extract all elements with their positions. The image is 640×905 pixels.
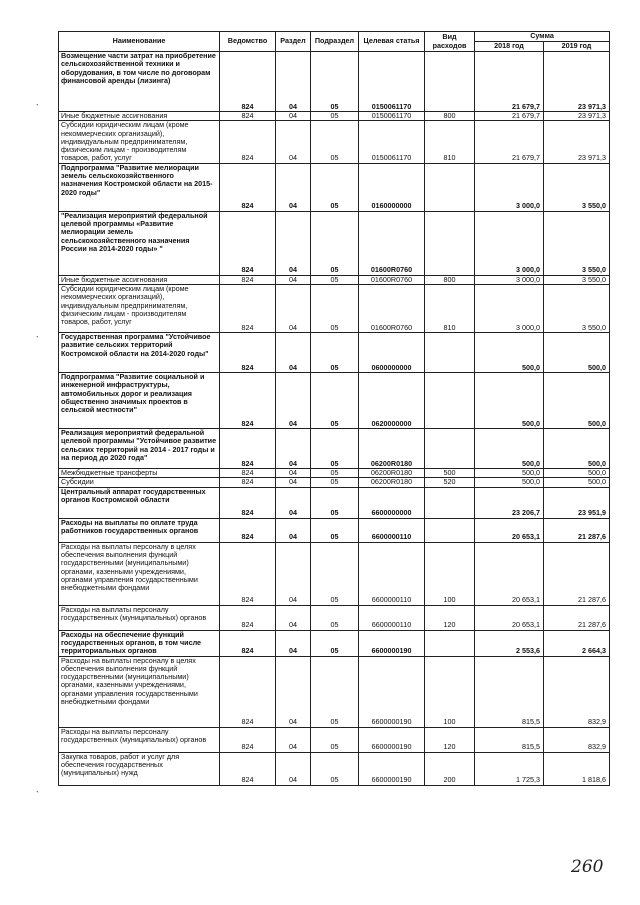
margin-tick: ` (36, 790, 39, 800)
header-target: Целевая статья (359, 32, 425, 52)
cell-dept: 824 (220, 605, 276, 630)
cell-name: "Реализация мероприятий федеральной целевой программы «Развитие мелиорации земель сельскохозяйственного назначения России на 2014-2020 годы» " (59, 211, 220, 275)
cell-dept: 824 (220, 333, 276, 373)
cell-sum-2019: 500,0 (544, 373, 610, 429)
cell-sum-2018: 20 653,1 (475, 518, 544, 542)
cell-exp-type (425, 52, 475, 112)
cell-subsection: 05 (311, 630, 359, 656)
cell-subsection: 05 (311, 163, 359, 211)
cell-subsection: 05 (311, 518, 359, 542)
cell-subsection: 05 (311, 285, 359, 333)
cell-dept: 824 (220, 487, 276, 518)
table-row (59, 752, 610, 785)
cell-exp-type (425, 487, 475, 518)
cell-exp-type: 520 (425, 478, 475, 487)
cell-dept: 824 (220, 630, 276, 656)
cell-target: 0160000000 (359, 163, 425, 211)
cell-subsection: 05 (311, 333, 359, 373)
cell-exp-type: 810 (425, 285, 475, 333)
cell-target: 0150061170 (359, 112, 425, 121)
cell-section: 04 (276, 478, 311, 487)
cell-section: 04 (276, 542, 311, 605)
cell-section: 04 (276, 469, 311, 478)
cell-sum-2019: 500,0 (544, 429, 610, 469)
cell-name: Расходы на выплаты персоналу в целях обеспечения выполнения функций государственными (муниципальными) органами, казенными учреждениями, органами управления государственными внебюджетными фондами (59, 656, 220, 727)
cell-section: 04 (276, 487, 311, 518)
table-row (59, 605, 610, 630)
cell-dept: 824 (220, 373, 276, 429)
cell-sum-2018: 21 679,7 (475, 121, 544, 163)
cell-sum-2018: 500,0 (475, 373, 544, 429)
cell-section: 04 (276, 518, 311, 542)
cell-name: Центральный аппарат государственных органов Костромской области (59, 487, 220, 518)
cell-sum-2019: 832,9 (544, 656, 610, 727)
cell-exp-type (425, 211, 475, 275)
table-row (59, 163, 610, 211)
cell-subsection: 05 (311, 656, 359, 727)
cell-section: 04 (276, 163, 311, 211)
cell-name: Расходы на выплаты по оплате труда работников государственных органов (59, 518, 220, 542)
cell-target: 6600000110 (359, 605, 425, 630)
cell-exp-type: 120 (425, 727, 475, 752)
cell-subsection: 05 (311, 373, 359, 429)
cell-dept: 824 (220, 518, 276, 542)
cell-subsection: 05 (311, 121, 359, 163)
cell-subsection: 05 (311, 727, 359, 752)
table-header (59, 32, 610, 52)
cell-target: 6600000190 (359, 630, 425, 656)
cell-subsection: 05 (311, 752, 359, 785)
header-dept: Ведомство (220, 32, 276, 52)
cell-dept: 824 (220, 752, 276, 785)
table-row (59, 542, 610, 605)
cell-exp-type: 810 (425, 121, 475, 163)
cell-dept: 824 (220, 211, 276, 275)
header-name: Наименование (59, 32, 220, 52)
cell-exp-type: 100 (425, 656, 475, 727)
cell-subsection: 05 (311, 112, 359, 121)
cell-sum-2019: 23 971,3 (544, 112, 610, 121)
cell-target: 0150061170 (359, 121, 425, 163)
cell-target: 6600000110 (359, 518, 425, 542)
cell-section: 04 (276, 630, 311, 656)
cell-target: 6600000110 (359, 542, 425, 605)
cell-sum-2019: 21 287,6 (544, 518, 610, 542)
cell-exp-type (425, 630, 475, 656)
table-row (59, 112, 610, 121)
cell-name: Иные бюджетные ассигнования (59, 275, 220, 284)
table-row (59, 333, 610, 373)
table-row (59, 518, 610, 542)
cell-name: Расходы на обеспечение функций государственных органов, в том числе территориальных органов (59, 630, 220, 656)
cell-name: Закупка товаров, работ и услуг для обеспечения государственных (муниципальных) нужд (59, 752, 220, 785)
cell-exp-type: 120 (425, 605, 475, 630)
cell-exp-type (425, 373, 475, 429)
cell-section: 04 (276, 333, 311, 373)
cell-sum-2018: 3 000,0 (475, 285, 544, 333)
cell-sum-2019: 23 971,3 (544, 52, 610, 112)
table-row (59, 373, 610, 429)
cell-sum-2018: 500,0 (475, 469, 544, 478)
cell-dept: 824 (220, 121, 276, 163)
cell-exp-type: 800 (425, 112, 475, 121)
cell-subsection: 05 (311, 487, 359, 518)
cell-dept: 824 (220, 163, 276, 211)
cell-section: 04 (276, 211, 311, 275)
cell-sum-2018: 3 000,0 (475, 163, 544, 211)
cell-sum-2019: 2 664,3 (544, 630, 610, 656)
cell-name: Подпрограмма "Развитие мелиорации земель сельскохозяйственного назначения Костромской области на 2015-2020 годы" (59, 163, 220, 211)
header-sum: Сумма (475, 32, 610, 42)
header-section: Раздел (276, 32, 311, 52)
cell-name: Межбюджетные трансферты (59, 469, 220, 478)
header-2019: 2019 год (544, 42, 610, 52)
cell-sum-2018: 21 679,7 (475, 112, 544, 121)
cell-target: 06200R0180 (359, 429, 425, 469)
budget-table-sheet (58, 31, 609, 786)
cell-sum-2018: 3 000,0 (475, 211, 544, 275)
margin-tick: ` (36, 103, 39, 113)
cell-sum-2019: 23 971,3 (544, 121, 610, 163)
cell-section: 04 (276, 285, 311, 333)
cell-sum-2018: 1 725,3 (475, 752, 544, 785)
table-row (59, 429, 610, 469)
cell-section: 04 (276, 112, 311, 121)
budget-table (58, 31, 610, 786)
cell-exp-type: 200 (425, 752, 475, 785)
cell-sum-2019: 500,0 (544, 333, 610, 373)
cell-subsection: 05 (311, 478, 359, 487)
table-row (59, 121, 610, 163)
table-row (59, 630, 610, 656)
cell-dept: 824 (220, 275, 276, 284)
cell-target: 06200R0180 (359, 469, 425, 478)
cell-target: 01600R0760 (359, 275, 425, 284)
cell-name: Реализация мероприятий федеральной целевой программы "Устойчивое развитие сельских территорий на 2014 - 2017 годы и на период до 2020 года" (59, 429, 220, 469)
cell-name: Государственная программа "Устойчивое развитие сельских территорий Костромской области на 2014-2020 годы" (59, 333, 220, 373)
table-row (59, 469, 610, 478)
cell-target: 01600R0760 (359, 285, 425, 333)
cell-name: Расходы на выплаты персоналу государственных (муниципальных) органов (59, 605, 220, 630)
cell-sum-2018: 2 553,6 (475, 630, 544, 656)
cell-exp-type (425, 163, 475, 211)
cell-sum-2019: 500,0 (544, 469, 610, 478)
cell-section: 04 (276, 605, 311, 630)
cell-sum-2018: 3 000,0 (475, 275, 544, 284)
cell-target: 6600000190 (359, 727, 425, 752)
cell-sum-2018: 20 653,1 (475, 542, 544, 605)
cell-sum-2019: 21 287,6 (544, 605, 610, 630)
header-subsection: Подраздел (311, 32, 359, 52)
cell-subsection: 05 (311, 211, 359, 275)
cell-dept: 824 (220, 727, 276, 752)
cell-sum-2018: 23 206,7 (475, 487, 544, 518)
cell-subsection: 05 (311, 469, 359, 478)
cell-target: 6600000190 (359, 656, 425, 727)
cell-dept: 824 (220, 285, 276, 333)
cell-sum-2019: 21 287,6 (544, 542, 610, 605)
table-row (59, 478, 610, 487)
cell-sum-2019: 3 550,0 (544, 211, 610, 275)
cell-sum-2019: 500,0 (544, 478, 610, 487)
table-row (59, 275, 610, 284)
cell-dept: 824 (220, 112, 276, 121)
cell-subsection: 05 (311, 275, 359, 284)
cell-sum-2018: 21 679,7 (475, 52, 544, 112)
cell-target: 06200R0180 (359, 478, 425, 487)
cell-sum-2019: 3 550,0 (544, 285, 610, 333)
cell-subsection: 05 (311, 605, 359, 630)
cell-dept: 824 (220, 542, 276, 605)
cell-section: 04 (276, 373, 311, 429)
cell-sum-2019: 3 550,0 (544, 163, 610, 211)
cell-name: Иные бюджетные ассигнования (59, 112, 220, 121)
cell-section: 04 (276, 656, 311, 727)
table-row (59, 487, 610, 518)
header-exp-type: Вид расходов (425, 32, 475, 52)
cell-exp-type: 100 (425, 542, 475, 605)
cell-sum-2018: 500,0 (475, 333, 544, 373)
cell-target: 6600000190 (359, 752, 425, 785)
cell-sum-2018: 20 653,1 (475, 605, 544, 630)
cell-section: 04 (276, 52, 311, 112)
table-row (59, 656, 610, 727)
cell-sum-2018: 815,5 (475, 656, 544, 727)
table-row (59, 727, 610, 752)
cell-exp-type (425, 429, 475, 469)
cell-section: 04 (276, 121, 311, 163)
cell-dept: 824 (220, 469, 276, 478)
table-row (59, 211, 610, 275)
cell-sum-2019: 1 818,6 (544, 752, 610, 785)
cell-subsection: 05 (311, 542, 359, 605)
cell-target: 0600000000 (359, 333, 425, 373)
table-row (59, 285, 610, 333)
cell-name: Субсидии (59, 478, 220, 487)
cell-exp-type (425, 333, 475, 373)
cell-sum-2018: 500,0 (475, 429, 544, 469)
cell-exp-type (425, 518, 475, 542)
cell-exp-type: 800 (425, 275, 475, 284)
header-2018: 2018 год (475, 42, 544, 52)
margin-tick: ` (36, 335, 39, 345)
cell-dept: 824 (220, 52, 276, 112)
cell-subsection: 05 (311, 429, 359, 469)
cell-target: 01600R0760 (359, 211, 425, 275)
cell-dept: 824 (220, 478, 276, 487)
cell-target: 0620000000 (359, 373, 425, 429)
cell-name: Субсидии юридическим лицам (кроме некоммерческих организаций), индивидуальным предпринимателям, физическим лицам - производителям товаров, работ, услуг (59, 285, 220, 333)
cell-target: 0150061170 (359, 52, 425, 112)
cell-dept: 824 (220, 656, 276, 727)
cell-name: Возмещение части затрат на приобретение сельскохозяйственной техники и оборудования, в том числе по договорам финансовой аренды (лизинга) (59, 52, 220, 112)
cell-dept: 824 (220, 429, 276, 469)
cell-exp-type: 500 (425, 469, 475, 478)
cell-sum-2019: 23 951,9 (544, 487, 610, 518)
table-body (59, 52, 610, 786)
cell-section: 04 (276, 752, 311, 785)
cell-name: Расходы на выплаты персоналу государственных (муниципальных) органов (59, 727, 220, 752)
cell-sum-2018: 500,0 (475, 478, 544, 487)
page-number: 260 (571, 857, 604, 877)
cell-sum-2019: 3 550,0 (544, 275, 610, 284)
table-row (59, 52, 610, 112)
cell-subsection: 05 (311, 52, 359, 112)
cell-sum-2019: 832,9 (544, 727, 610, 752)
cell-name: Подпрограмма "Развитие социальной и инженерной инфраструктуры, автомобильных дорог и реализация общественно значимых проектов в сельской местности" (59, 373, 220, 429)
cell-section: 04 (276, 429, 311, 469)
cell-target: 6600000000 (359, 487, 425, 518)
cell-sum-2018: 815,5 (475, 727, 544, 752)
cell-name: Расходы на выплаты персоналу в целях обеспечения выполнения функций государственными (муниципальными) органами, казенными учреждениями, органами управления государственными внебюджетными фондами (59, 542, 220, 605)
cell-name: Субсидии юридическим лицам (кроме некоммерческих организаций), индивидуальным предпринимателям, физическим лицам - производителям товаров, работ, услуг (59, 121, 220, 163)
cell-section: 04 (276, 727, 311, 752)
cell-section: 04 (276, 275, 311, 284)
